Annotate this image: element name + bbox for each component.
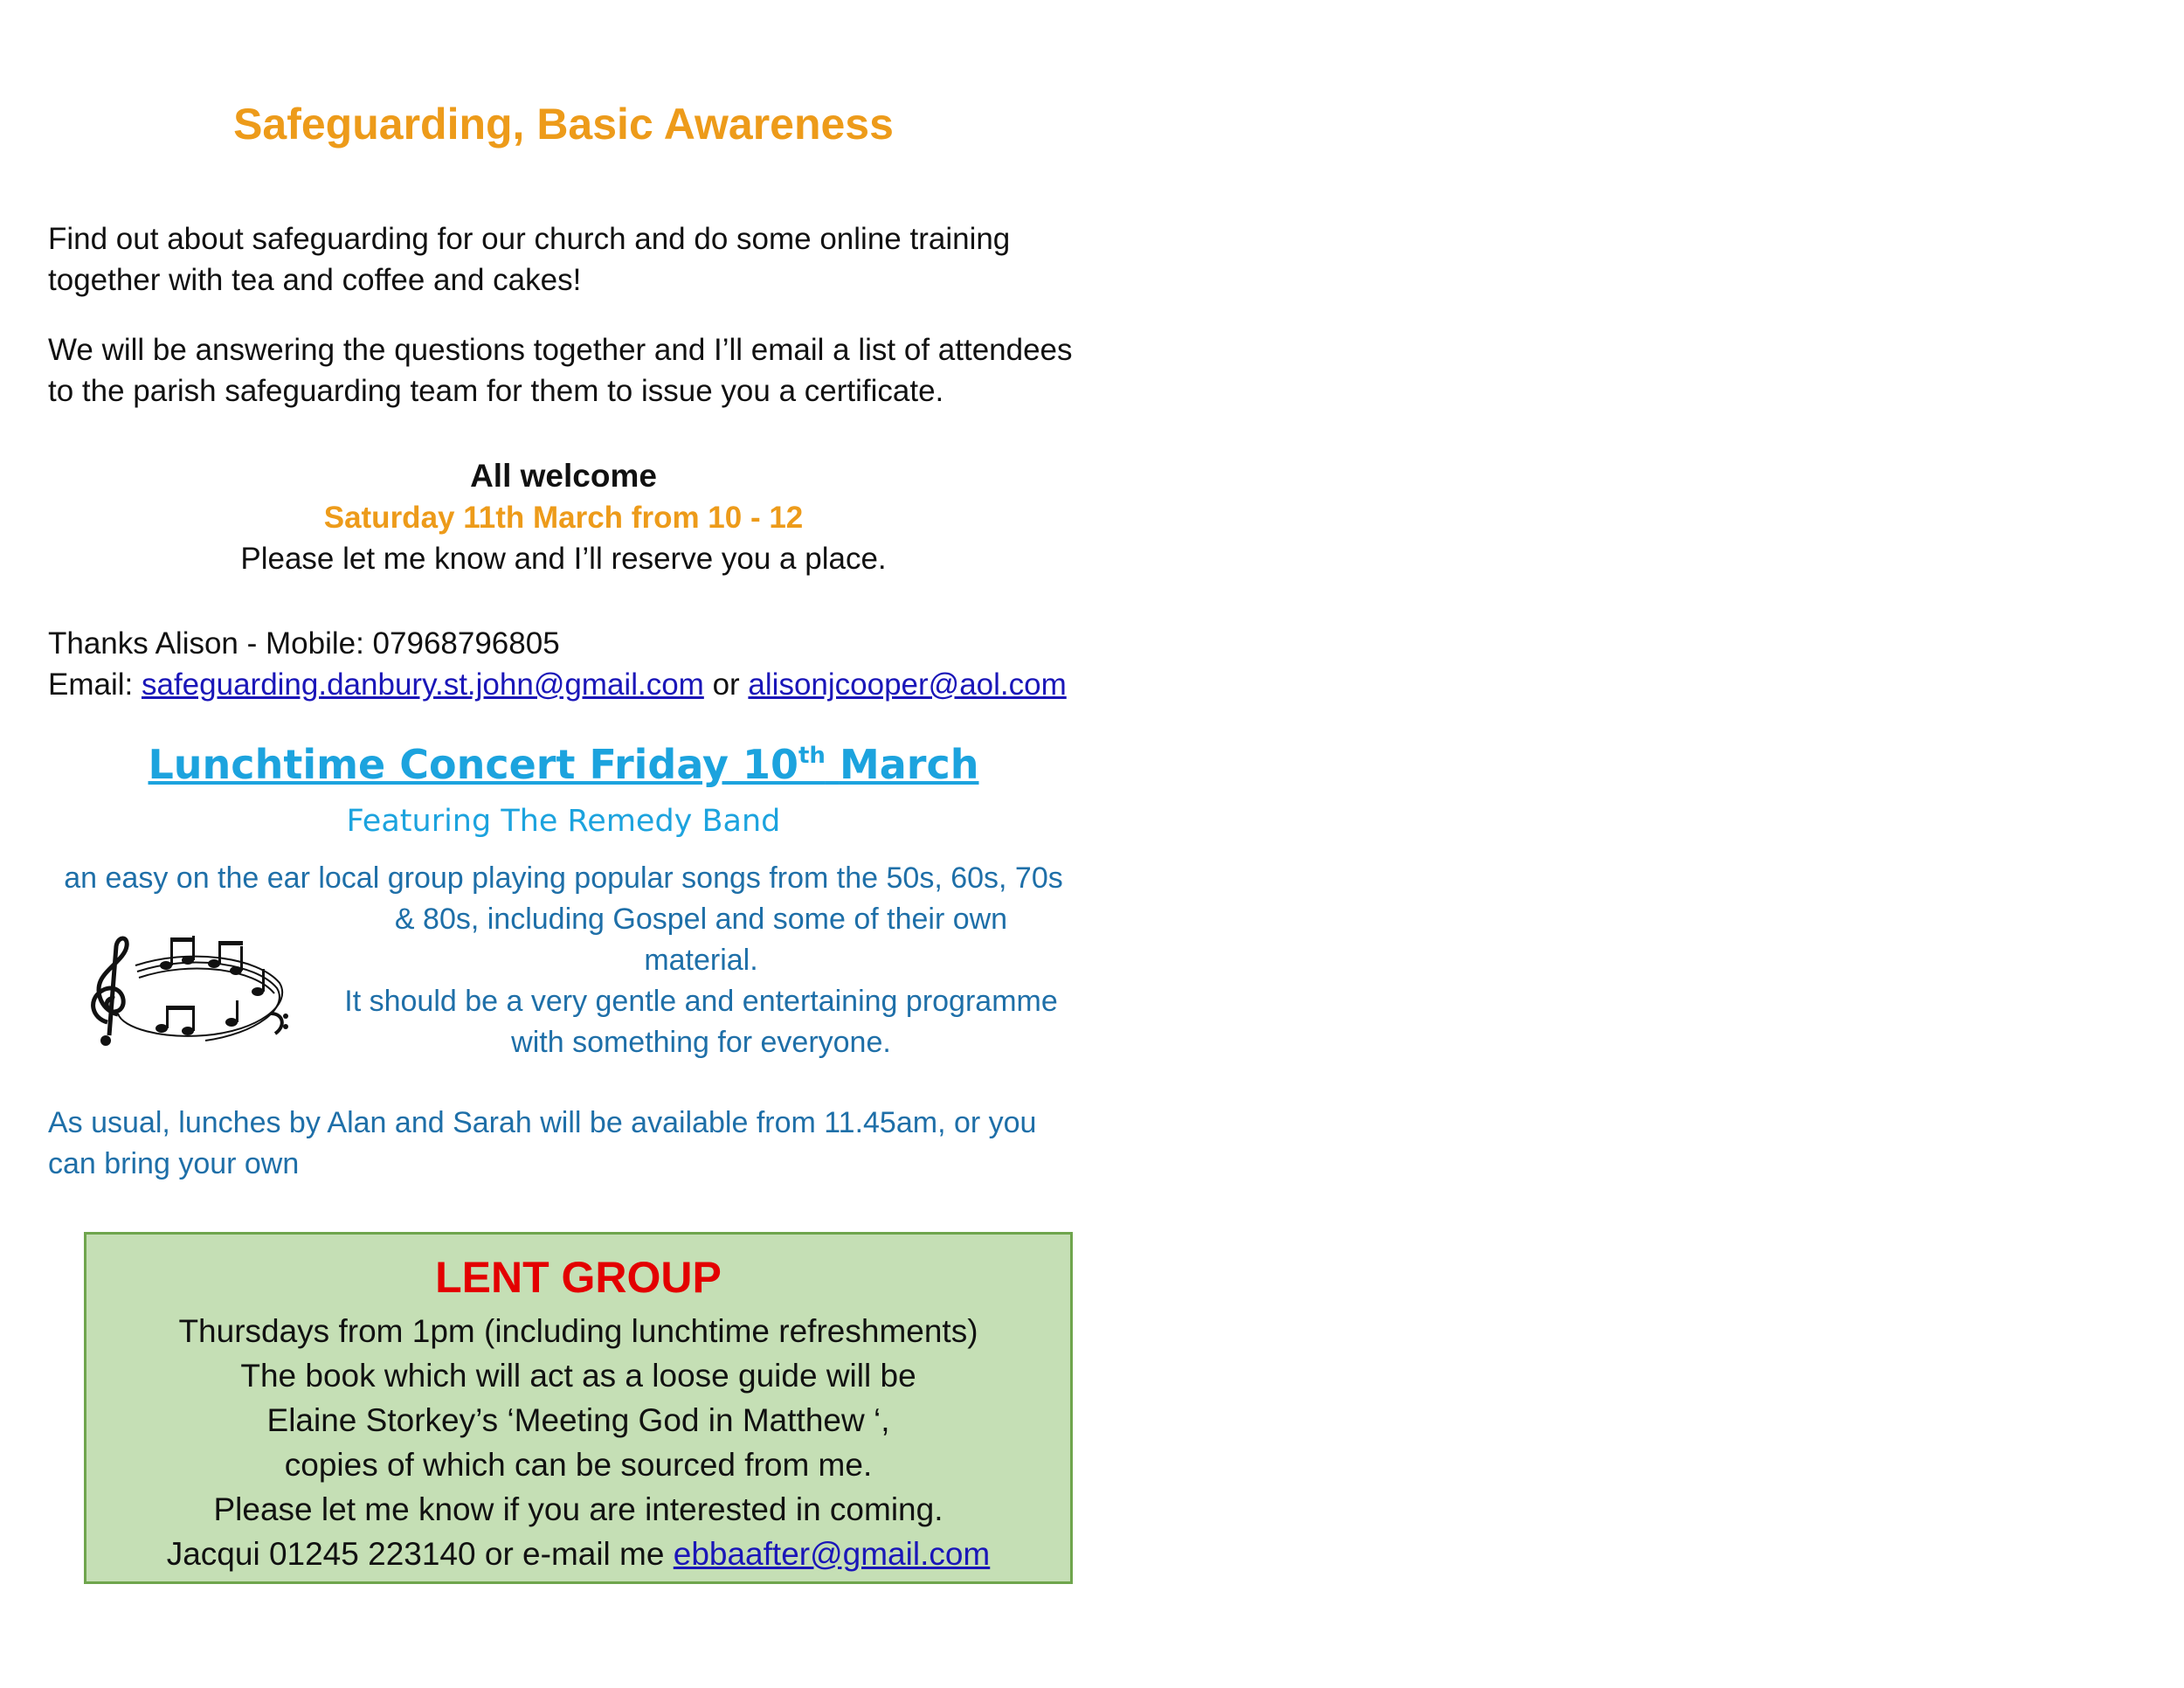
concert-title-end: March <box>839 741 979 788</box>
lent-email-link[interactable]: ebbaafter@gmail.com <box>673 1536 991 1572</box>
contact-phone: Thanks Alison - Mobile: 07968796805 <box>48 626 560 661</box>
lent-title: LENT GROUP <box>435 1253 722 1302</box>
email-label: Email: <box>48 668 134 702</box>
concert-featuring: Featuring The Remedy Band <box>346 804 781 839</box>
safeguarding-email-link[interactable]: safeguarding.danbury.st.john@gmail.com <box>141 668 704 702</box>
lent-contact <box>86 1532 1070 1576</box>
concert-desc-line5: with something for everyone. <box>511 1026 891 1059</box>
lunch-note: As usual, lunches by Alan and Sarah will be available from 11.45am, or you can bring your own <box>48 1106 1037 1180</box>
concert-desc-block <box>314 899 1088 1063</box>
concert-desc-line1: an easy on the ear local group playing popular songs from the 50s, 60s, 70s <box>64 861 1063 895</box>
all-welcome-heading: All welcome <box>470 458 657 494</box>
lent-line3: Elaine Storkey’s ‘Meeting God in Matthew ‘, <box>266 1402 890 1438</box>
alison-email-link[interactable]: alisonjcooper@aol.com <box>748 668 1067 702</box>
lent-line5: Please let me know if you are interested in coming. <box>213 1491 943 1527</box>
reserve-note: Please let me know and I’ll reserve you a place. <box>240 542 887 576</box>
safeguarding-title: Safeguarding, Basic Awareness <box>233 100 894 149</box>
lent-group-box <box>84 1232 1073 1584</box>
safeguarding-details: We will be answering the questions together and I’ll email a list of attendees to the parish safeguarding team for them to issue you a certificate. <box>48 333 1073 408</box>
music-notes-icon <box>83 930 293 1053</box>
event-date: Saturday 11th March from 10 - 12 <box>323 501 804 535</box>
contact-email-line <box>48 664 1079 705</box>
lent-contact-text: Jacqui 01245 223140 or e-mail me <box>166 1536 665 1572</box>
concert-desc-line4: It should be a very gentle and entertaining programme <box>344 985 1058 1018</box>
concert-desc-line2: & 80s, including Gospel and some of their own <box>394 903 1008 936</box>
concert-title-sup: th <box>798 743 826 769</box>
concert-title-main: Lunchtime Concert Friday 10 <box>148 741 798 788</box>
safeguarding-intro: Find out about safeguarding for our church and do some online training together with tea and coffee and cakes! <box>48 222 1011 297</box>
lent-line4: copies of which can be sourced from me. <box>284 1447 873 1483</box>
lent-line2: The book which will act as a loose guide will be <box>240 1358 916 1394</box>
concert-title <box>48 741 1079 788</box>
concert-desc-line3: material. <box>644 944 758 977</box>
email-or: or <box>712 668 740 702</box>
lent-line1: Thursdays from 1pm (including lunchtime refreshments) <box>178 1313 978 1349</box>
